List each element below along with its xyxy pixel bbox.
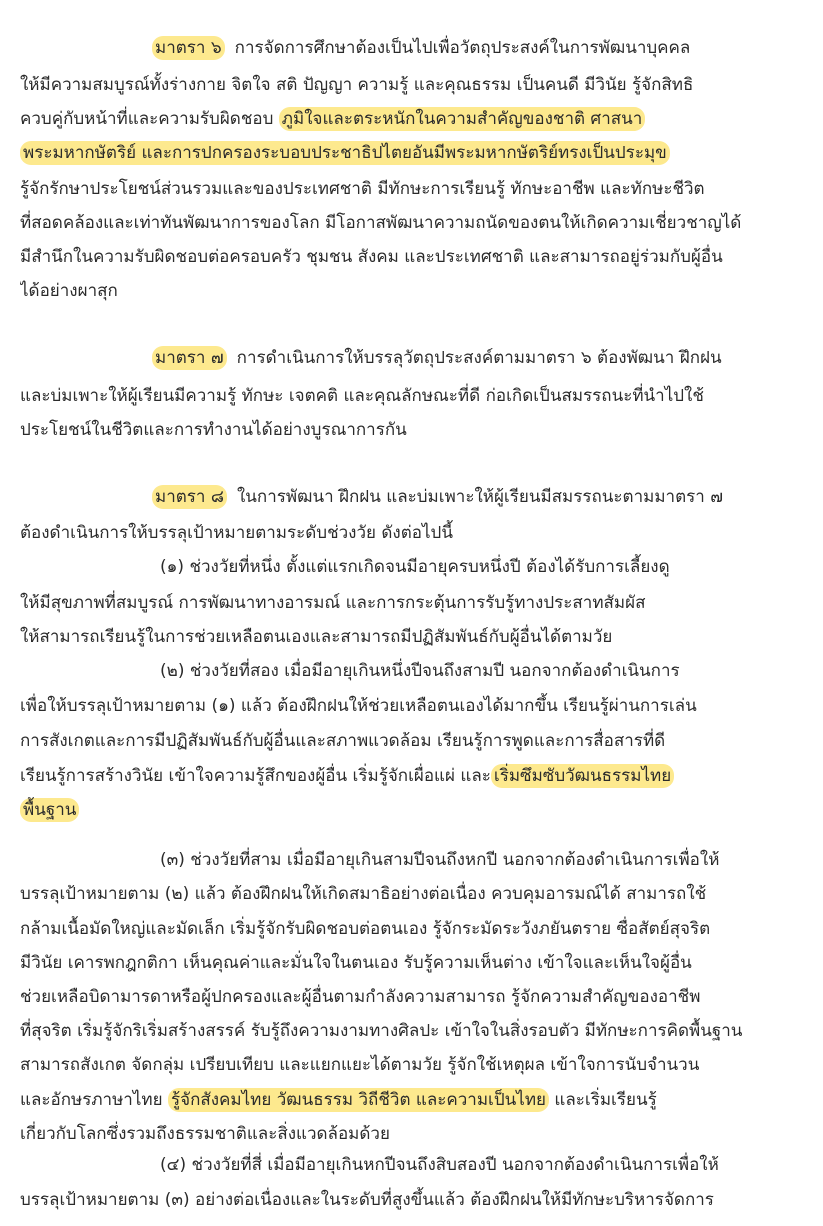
section-7-text: การดำเนินการให้บรรลุวัตถุประสงค์ตามมาตรา ๖ ต้องพัฒนา ฝึกฝน [236,348,722,368]
section-6-line-4 [20,136,817,170]
age-group-3-line-9: เกี่ยวกับโลกซึ่งรวมถึงธรรมชาติและสิ่งแวดล้อมด้วย [20,1124,390,1144]
age-group-2-line-1: (๒) ช่วงวัยที่สอง เมื่อมีอายุเกินหนึ่งปีจนถึงสามปี นอกจากต้องดำเนินการ [160,661,680,681]
age-group-4-line-1: (๔) ช่วงวัยที่สี่ เมื่อมีอายุเกินหกปีจนถึงสิบสองปี นอกจากต้องดำเนินการเพื่อให้ [160,1155,719,1175]
age-group-1-line-1: (๑) ช่วงวัยที่หนึ่ง ตั้งแต่แรกเกิดจนมีอายุครบหนึ่งปี ต้องได้รับการเลี้ยงดู [160,557,670,577]
section-8-text: ในการพัฒนา ฝึกฝน และบ่มเพาะให้ผู้เรียนมีสมรรถนะตามมาตรา ๗ [237,487,723,507]
section-6-text: การจัดการศึกษาต้องเป็นไปเพื่อวัตถุประสงค์ในการพัฒนาบุคคล [234,38,691,58]
section-6-line-2: ให้มีความสมบูรณ์ทั้งร่างกาย จิตใจ สติ ปัญญา ความรู้ และคุณธรรม เป็นคนดี มีวินัย รู้จักสิทธิ [20,75,694,95]
age-group-2-text: เรียนรู้การสร้างวินัย เข้าใจความรู้สึกของผู้อื่น เริ่มรู้จักเผื่อแผ่ และ [20,766,491,786]
age-group-3-line-8 [20,1083,817,1117]
age-group-2-highlight: เริ่มซึมซับวัฒนธรรมไทย [491,764,674,788]
section-6-line-7: มีสำนึกในความรับผิดชอบต่อครอบครัว ชุมชน สังคม และประเทศชาติ และสามารถอยู่ร่วมกับผู้อื่น [20,247,723,267]
age-group-3-line-7: สามารถสังเกต จัดกลุ่ม เปรียบเทียบ และแยกแยะได้ตามวัย รู้จักใช้เหตุผล เข้าใจการนับจำนวน [20,1055,700,1075]
age-group-3-highlight: รู้จักสังคมไทย วัฒนธรรม วิถีชีวิต และความเป็นไทย [168,1088,549,1112]
section-8-line-2: ต้องดำเนินการให้บรรลุเป้าหมายตามระดับช่วงวัย ดังต่อไปนี้ [20,523,453,543]
section-6-line-5: รู้จักรักษาประโยชน์ส่วนรวมและของประเทศชาติ มีทักษะการเรียนรู้ ทักษะอาชีพ และทักษะชีวิต [20,179,705,199]
age-group-3-line-3: กล้ามเนื้อมัดใหญ่และมัดเล็ก เริ่มรู้จักรับผิดชอบต่อตนเอง รู้จักระมัดระวังภยันตราย ซื่อสัตย์สุจริต [20,919,711,939]
age-group-2-line-2: เพื่อให้บรรลุเป้าหมายตาม (๑) แล้ว ต้องฝึกฝนให้ช่วยเหลือตนเองได้มากขึ้น เรียนรู้ผ่านการเล่น [20,696,697,716]
age-group-3-line-2: บรรลุเป้าหมายตาม (๒) แล้ว ต้องฝึกฝนให้เกิดสมาธิอย่างต่อเนื่อง ควบคุมอารมณ์ได้ สามารถใช้ [20,884,707,904]
age-group-3-text: และอักษรภาษาไทย [20,1090,163,1110]
section-7-line-3: ประโยชน์ในชีวิตและการทำงานได้อย่างบูรณาการกัน [20,420,407,440]
section-8-line-1 [152,480,817,514]
section-6-label-highlight: มาตรา ๖ [152,36,225,60]
age-group-1-line-3: ให้สามารถเรียนรู้ในการช่วยเหลือตนเองและสามารถมีปฏิสัมพันธ์กับผู้อื่นได้ตามวัย [20,627,613,647]
age-group-2-highlight: พื้นฐาน [20,798,79,822]
section-6-highlight: ภูมิใจและตระหนักในความสำคัญของชาติ ศาสนา [279,107,646,131]
section-6-line-6: ที่สอดคล้องและเท่าทันพัฒนาการของโลก มีโอกาสพัฒนาความถนัดของตนให้เกิดความเชี่ยวชาญได้ [20,213,742,233]
section-7-label-highlight: มาตรา ๗ [152,346,227,370]
age-group-4-line-2: บรรลุเป้าหมายตาม (๓) อย่างต่อเนื่องและในระดับที่สูงขึ้นแล้ว ต้องฝึกฝนให้มีทักษะบริหารจัดการ [20,1190,714,1210]
age-group-2-line-4 [20,759,817,793]
section-6-line-1 [152,31,817,65]
age-group-3-line-5: ช่วยเหลือบิดามารดาหรือผู้ปกครองและผู้อื่นตามกำลังความสามารถ รู้จักความสำคัญของอาชีพ [20,987,701,1007]
section-6-highlight: พระมหากษัตริย์ และการปกครองระบอบประชาธิปไตยอันมีพระมหากษัตริย์ทรงเป็นประมุข [20,141,670,165]
section-7-line-1 [152,341,817,375]
age-group-3-line-6: ที่สุจริต เริ่มรู้จักริเริ่มสร้างสรรค์ รับรู้ถึงความงามทางศิลปะ เข้าใจในสิ่งรอบตัว มีทักษะการคิดพื้นฐาน [20,1021,743,1041]
section-6-line-3 [20,102,817,136]
age-group-2-line-3: การสังเกตและการมีปฏิสัมพันธ์กับผู้อื่นและสภาพแวดล้อม เรียนรู้การพูดและการสื่อสารที่ดี [20,731,666,751]
age-group-1-line-2: ให้มีสุขภาพที่สมบูรณ์ การพัฒนาทางอารมณ์ และการกระตุ้นการรับรู้ทางประสาทสัมผัส [20,593,646,613]
age-group-2-line-5 [20,793,817,827]
section-7-line-2: และบ่มเพาะให้ผู้เรียนมีความรู้ ทักษะ เจตคติ และคุณลักษณะที่ดี ก่อเกิดเป็นสมรรถนะที่นำไปใช้ [20,386,704,406]
section-6-line-8: ได้อย่างผาสุก [20,281,118,301]
age-group-3-text: และเริ่มเรียนรู้ [554,1090,657,1110]
age-group-3-line-1: (๓) ช่วงวัยที่สาม เมื่อมีอายุเกินสามปีจนถึงหกปี นอกจากต้องดำเนินการเพื่อให้ [160,850,720,870]
section-6-text: ควบคู่กับหน้าที่และความรับผิดชอบ [20,109,274,129]
section-8-label-highlight: มาตรา ๘ [152,485,227,509]
age-group-3-line-4: มีวินัย เคารพกฎกติกา เห็นคุณค่าและมั่นใจในตนเอง รับรู้ความเห็นต่าง เข้าใจและเห็นใจผู้อื่น [20,953,692,973]
